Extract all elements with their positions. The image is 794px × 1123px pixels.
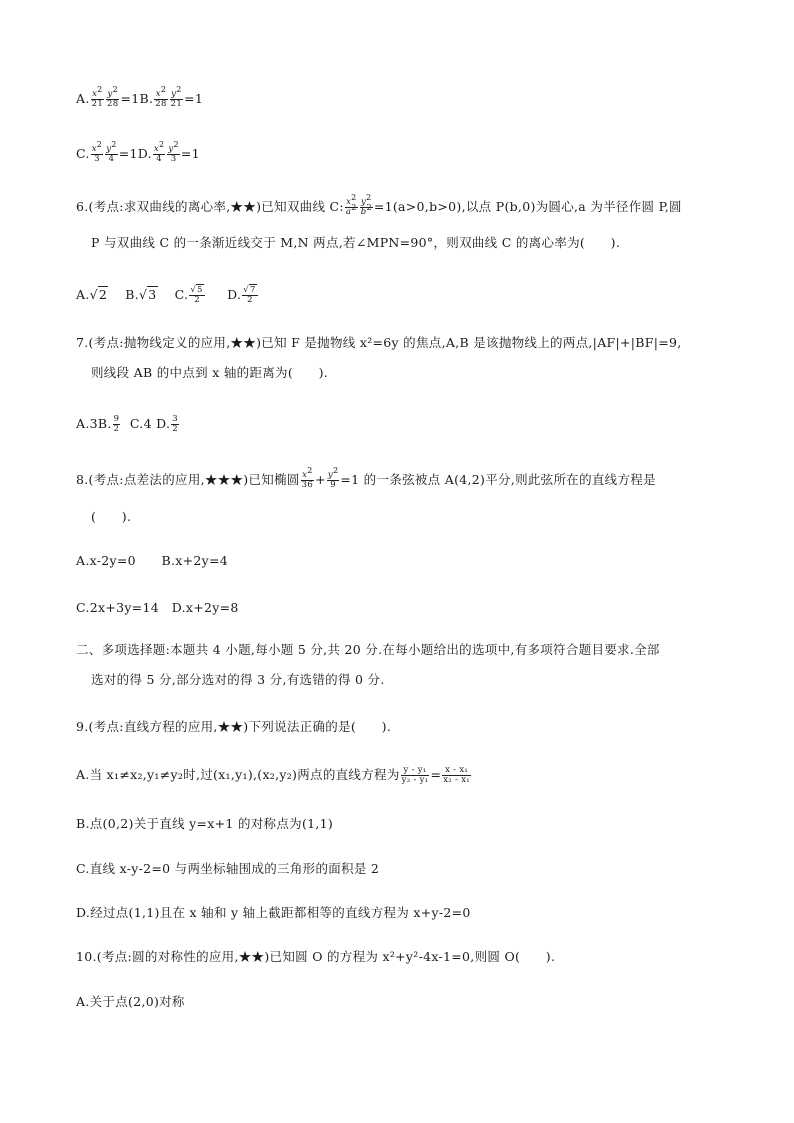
q8-options-cd: C.2x+3y=14 D.x+2y=8: [76, 600, 239, 615]
q7-options: A.3B. $\frac{9}{2}$ C.4 D. $\frac{3}{2}$: [76, 414, 178, 434]
fraction-y2-9: $\frac{y^2}{9}$: [327, 466, 339, 490]
fraction-x2-3: $\frac{x^2}{3}$: [91, 140, 103, 164]
q10-option-a: A.关于点(2,0)对称: [76, 994, 185, 1009]
q7-stem-line2: 则线段 AB 的中点到 x 轴的距离为( ).: [91, 365, 329, 380]
fraction-x2-28: $\frac{x^2}{28}$: [155, 85, 167, 109]
q6-options: A.√2 B.√3 C. $\frac{√5}{2}$ D. $\frac{√7}{2}$: [76, 285, 256, 305]
q8-stem-line1: 8.(考点:点差法的应用,★★★)已知椭圆 $\frac{x^2}{36}$ + $\frac{y^2}{9}$ =1 的一条弦被点 A(4,2)平分,则此弦所在的直线方程是: [76, 466, 656, 490]
q5-options-ab: A. $\frac{x^2}{21}$ $\frac{y^2}{28}$ =1B. $\frac{x^2}{28}$ $\frac{y^2}{21}$ =1: [76, 85, 204, 109]
sqrt-2: √2: [89, 287, 108, 302]
section-2-heading: 二、多项选择题:本题共 4 小题,每小题 5 分,共 20 分.在每小题给出的选项中,有多项符合题目要求.全部: [76, 642, 660, 657]
option-b-label: B.: [139, 91, 154, 106]
q9-option-b: B.点(0,2)关于直线 y=x+1 的对称点为(1,1): [76, 816, 334, 831]
section-2-instructions: 选对的得 5 分,部分选对的得 3 分,有选错的得 0 分.: [91, 672, 385, 687]
fraction-x2-a2: $\frac{x^2}{a^2}$: [345, 193, 357, 217]
q6-stem-line2: P 与双曲线 C 的一条渐近线交于 M,N 两点,若∠MPN=90°，则双曲线 C 的离心率为( ).: [91, 235, 621, 250]
fraction-y2-b2: $\frac{y^2}{b^2}$: [360, 193, 372, 217]
fraction-9-2: $\frac{9}{2}$: [113, 414, 120, 434]
q10-stem: 10.(考点:圆的对称性的应用,★★)已知圆 O 的方程为 x²+y²-4x-1=0,则圆 O( ).: [76, 949, 556, 964]
fraction-y2-28: $\frac{y^2}{28}$: [107, 85, 119, 109]
fraction-x2-21: $\frac{x^2}{21}$: [91, 85, 104, 109]
q5-options-cd: C. $\frac{x^2}{3}$ $\frac{y^2}{4}$ =1D. $\frac{x^2}{4}$ $\frac{y^2}{3}$ =1: [76, 140, 200, 164]
fraction-y-y1-over-y2-y1: $\frac{\text{y - y₁}}{\text{y₂ - y₁}}$: [401, 765, 429, 785]
fraction-y2-21: $\frac{y^2}{21}$: [170, 85, 183, 109]
option-a-label: A.: [76, 91, 90, 106]
q8-options-ab: A.x-2y=0 B.x+2y=4: [76, 553, 229, 568]
q9-option-a: A.当 x₁≠x₂,y₁≠y₂时,过(x₁,y₁),(x₂,y₂)两点的直线方程为 $\frac{\text{y - y₁}}{\text{y₂ - y₁}}$ = $\frac{\text{x - x₁}}{\text{x₂ - x₁}}$: [76, 765, 470, 785]
fraction-y2-3: $\frac{y^2}{3}$: [168, 140, 179, 164]
fraction-x-x1-over-x2-x1: $\frac{\text{x - x₁}}{\text{x₂ - x₁}}$: [443, 765, 470, 785]
fraction-sqrt7-2: $\frac{√7}{2}$: [243, 285, 256, 305]
q9-option-d: D.经过点(1,1)且在 x 轴和 y 轴上截距都相等的直线方程为 x+y-2=0: [76, 905, 471, 920]
q6-stem-line1: 6.(考点:求双曲线的离心率,★★)已知双曲线 C: $\frac{x^2}{a^2}$ $\frac{y^2}{b^2}$ =1(a>0,b>0),以点 P(b,0)为圆心,a 为半径作圆 P,圆: [76, 193, 682, 217]
q7-stem-line1: 7.(考点:抛物线定义的应用,★★)已知 F 是抛物线 x²=6y 的焦点,A,B 是该抛物线上的两点,|AF|+|BF|=9,: [76, 335, 682, 350]
fraction-3-2: $\frac{3}{2}$: [172, 414, 178, 434]
sqrt-3: √3: [139, 287, 157, 302]
fraction-sqrt5-2: $\frac{√5}{2}$: [190, 285, 203, 305]
q9-option-c: C.直线 x-y-2=0 与两坐标轴围成的三角形的面积是 2: [76, 861, 380, 876]
option-d-label: D.: [137, 146, 152, 161]
q9-stem: 9.(考点:直线方程的应用,★★)下列说法正确的是( ).: [76, 719, 392, 734]
fraction-x2-36: $\frac{x^2}{36}$: [301, 466, 314, 490]
q8-stem-line2: ( ).: [91, 509, 132, 524]
option-c-label: C.: [76, 146, 90, 161]
fraction-x2-4: $\frac{x^2}{4}$: [153, 140, 165, 164]
fraction-y2-4: $\frac{y^2}{4}$: [106, 140, 117, 164]
